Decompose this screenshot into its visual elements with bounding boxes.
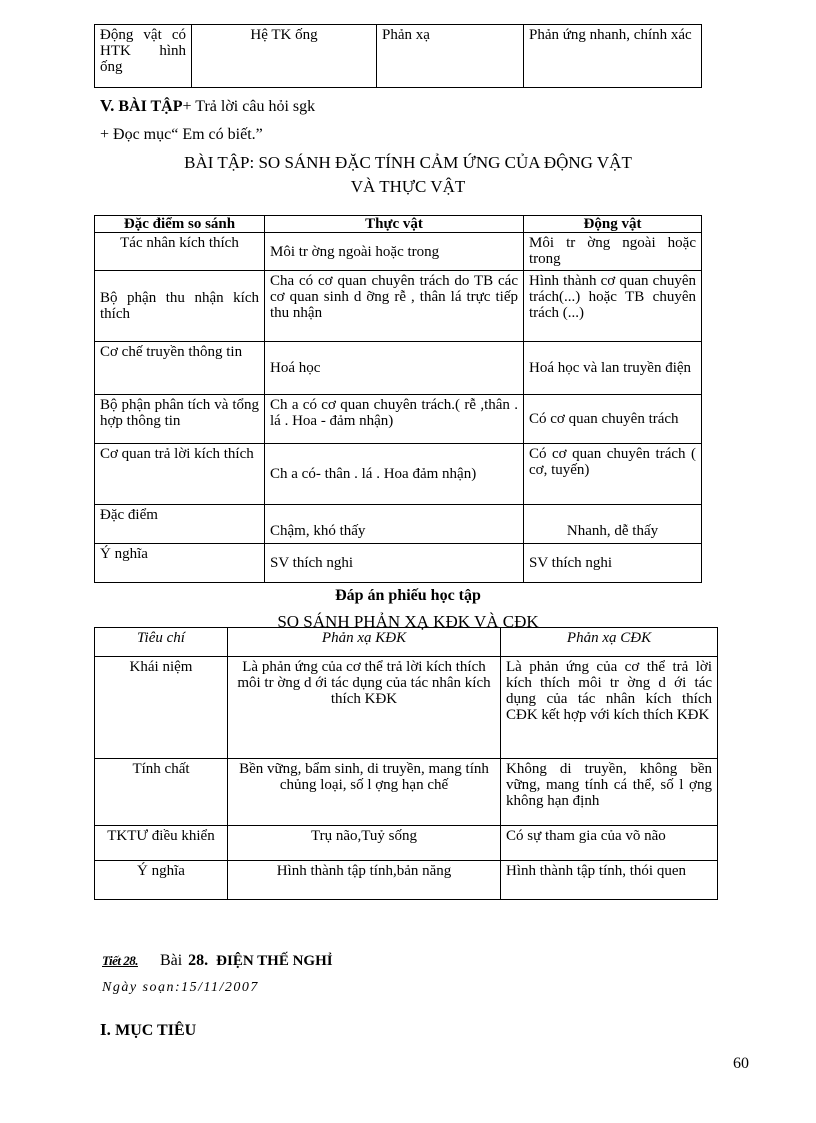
table-row — [95, 544, 702, 583]
table-cell: Đặc điểm — [95, 505, 265, 544]
table-cell: Bộ phận phân tích và tổng hợp thông tin — [95, 395, 265, 444]
column-header: Đặc điểm so sánh — [95, 216, 265, 233]
table-cell: Cơ quan trả lời kích thích — [95, 444, 265, 505]
table-row — [95, 444, 702, 505]
table-cell: Hoá học và lan truyền điện — [524, 342, 702, 395]
section-i-heading — [100, 1020, 196, 1040]
column-header: Thực vật — [265, 216, 524, 233]
lesson-bai: Bài — [159, 952, 183, 969]
table-cell: TKTƯ điều khiển — [95, 826, 228, 861]
table-row — [95, 25, 702, 88]
section-v-numeral: V. — [100, 96, 115, 115]
table-cell: Không di truyền, không bền vững, mang tính cá thể, số l ợng không hạn định — [501, 759, 718, 826]
table-cell: Môi tr ờng ngoài hoặc trong — [524, 233, 702, 271]
table-cell: SV thích nghi — [265, 544, 524, 583]
table-header-row — [95, 628, 718, 657]
table-cell: Tính chất — [95, 759, 228, 826]
table-row — [95, 657, 718, 759]
lesson-number: 28. — [188, 952, 209, 969]
table-cell: Có sự tham gia của võ não — [501, 826, 718, 861]
column-header: Động vật — [524, 216, 702, 233]
table-row — [95, 505, 702, 544]
lesson-date: Ngày soạn:15/11/2007 — [102, 980, 259, 995]
answer-title: Đáp án phiếu học tập — [335, 587, 481, 604]
table-cell: Ch a có cơ quan chuyên trách.( rễ ,thân . lá . Hoa - đảm nhận) — [265, 395, 524, 444]
table-cell: Phản xạ — [377, 25, 524, 88]
page-number: 60 — [733, 1055, 749, 1072]
table-cell: Môi tr ờng ngoài hoặc trong — [265, 233, 524, 271]
table-cell: Hệ TK ống — [192, 25, 377, 88]
table-cell: Tác nhân kích thích — [95, 233, 265, 271]
table-cell: Cha có cơ quan chuyên trách do TB các cơ quan sinh d ỡng rễ , thân lá trực tiếp thu nhận — [265, 271, 524, 342]
table-cell: Nhanh, dễ thấy — [524, 505, 702, 544]
table-row — [95, 342, 702, 395]
table-row — [95, 271, 702, 342]
section-v-line2: + Đọc mục“ Em có biết.” — [100, 126, 263, 143]
table-cell: Hình thành tập tính, thói quen — [501, 861, 718, 900]
table-cell: Ý nghĩa — [95, 861, 228, 900]
table-cell: Động vật có HTK hình ống — [95, 25, 192, 88]
table-cell: Trụ não,Tuỷ sống — [228, 826, 501, 861]
table-cell: Là phản ứng của cơ thể trả lời kích thích môi tr ờng d ới tác dụng của tác nhân kích thích KĐK — [228, 657, 501, 759]
table-cell: Hình thành cơ quan chuyên trách(...) hoặc TB chuyên trách (...) — [524, 271, 702, 342]
table-cell: Hoá học — [265, 342, 524, 395]
section-v-heading — [100, 96, 315, 116]
column-header: Tiêu chí — [95, 628, 228, 657]
lesson-title: ĐIỆN THẾ NGHỈ — [216, 953, 333, 969]
lesson-heading — [102, 952, 333, 970]
table-row — [95, 861, 718, 900]
table-cell: Phản ứng nhanh, chính xác — [524, 25, 702, 88]
table-cell: Bộ phận thu nhận kích thích — [95, 271, 265, 342]
section-i-numeral: I. — [100, 1020, 111, 1039]
table-row — [95, 395, 702, 444]
reflex-table — [94, 627, 718, 900]
comparison-table — [94, 215, 702, 583]
section-v-line1: + Trả lời câu hỏi sgk — [182, 98, 316, 115]
section-v-title: BÀI TẬP — [118, 98, 183, 115]
table-cell: Ý nghĩa — [95, 544, 265, 583]
table-row — [95, 233, 702, 271]
table-cell: Ch a có- thân . lá . Hoa đảm nhận) — [265, 444, 524, 505]
table-cell: SV thích nghi — [524, 544, 702, 583]
answer-subtitle: SO SÁNH PHẢN XẠ KĐK VÀ CĐK — [277, 612, 539, 631]
table-row — [95, 826, 718, 861]
table-cell: Cơ chế truyền thông tin — [95, 342, 265, 395]
table-cell: Là phản ứng của cơ thể trả lời kích thích môi tr ờng d ới tác dụng của tác nhân kích thích CĐK kết hợp với kích thích KĐK — [501, 657, 718, 759]
table-cell: Chậm, khó thấy — [265, 505, 524, 544]
top-table — [94, 24, 702, 88]
table-cell: Có cơ quan chuyên trách — [524, 395, 702, 444]
section-i-title: MỤC TIÊU — [115, 1022, 197, 1039]
exercise-title: BÀI TẬP: SO SÁNH ĐẶC TÍNH CẢM ỨNG CỦA ĐỘNG VẬT — [184, 153, 632, 172]
table-cell: Khái niệm — [95, 657, 228, 759]
column-header: Phản xạ CĐK — [501, 628, 718, 657]
exercise-title-2: VÀ THỰC VẬT — [350, 177, 466, 196]
lesson-tiet: Tiết 28. — [102, 953, 138, 968]
column-header: Phản xạ KĐK — [228, 628, 501, 657]
table-cell: Bền vững, bẩm sinh, di truyền, mang tính chủng loại, số l ợng hạn chế — [228, 759, 501, 826]
table-cell: Hình thành tập tính,bản năng — [228, 861, 501, 900]
table-header-row — [95, 216, 702, 233]
table-cell: Có cơ quan chuyên trách ( cơ, tuyến) — [524, 444, 702, 505]
table-row — [95, 759, 718, 826]
